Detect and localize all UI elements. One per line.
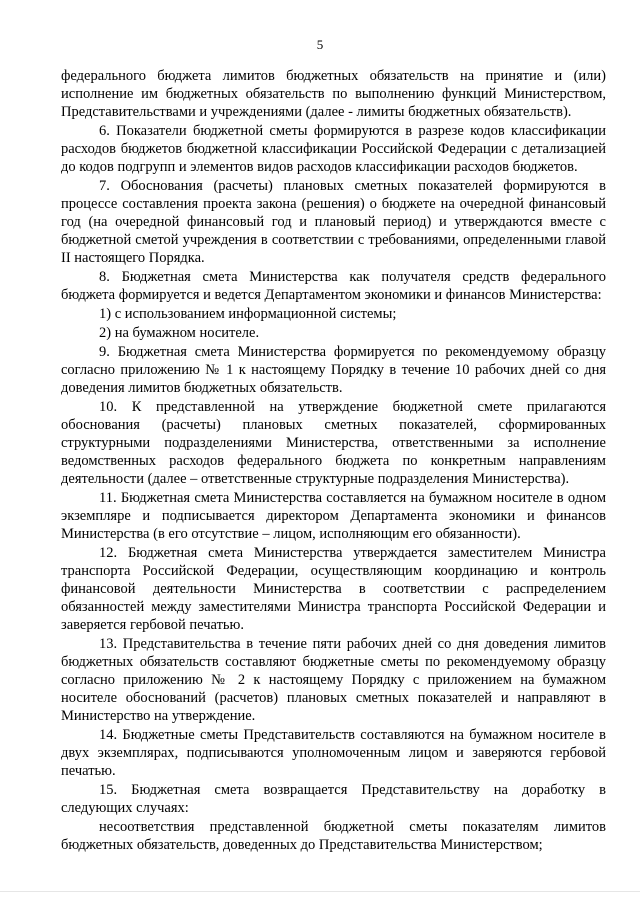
paragraph: 13. Представительства в течение пяти рабочих дней со дня доведения лимитов бюджетных обязательств составляют бюджетные сметы по рекомендуемому образцу согласно приложению № 2 к настоящему Порядку с приложением на бумажном носителе обоснований (расчетов) плановых сметных показателей и направляют в Министерство на утверждение. (61, 636, 606, 724)
list-item: 1) с использованием информационной системы; (99, 306, 397, 322)
page-bottom-edge (0, 891, 640, 892)
paragraph: 7. Обоснования (расчеты) плановых сметных показателей формируются в процессе составления проекта закона (решения) о бюджете на очередной финансовый год (на очередной финансовый год и плановый период) и утверждаются вместе с бюджетной сметой учреждения в соответствии с требованиями, определенными главой II настоящего Порядка. (61, 178, 606, 266)
paragraph: 9. Бюджетная смета Министерства формируется по рекомендуемому образцу согласно приложению № 1 к настоящему Порядку в течение 10 рабочих дней со дня доведения лимитов бюджетных обязательств. (61, 344, 606, 396)
list-item: 2) на бумажном носителе. (99, 325, 260, 341)
paragraph: 15. Бюджетная смета возвращается Представительству на доработку в следующих случаях: (61, 782, 606, 816)
paragraph: 10. К представленной на утверждение бюджетной смете прилагаются обоснования (расчеты) плановых сметных показателей, сформированных структурными подразделениями Министерства, ответственными за исполнение ведомственных расходов федерального бюджета по конкретным направлениям деятельности (далее – ответственные структурные подразделения Министерства). (61, 399, 606, 487)
paragraph: 14. Бюджетные сметы Представительств составляются на бумажном носителе в двух экземплярах, подписываются уполномоченным лицом и заверяются гербовой печатью. (61, 727, 606, 779)
paragraph: 11. Бюджетная смета Министерства составляется на бумажном носителе в одном экземпляре и подписывается директором Департамента экономики и финансов Министерства (в его отсутствие – лицом, исполняющим его обязанности). (61, 490, 606, 542)
paragraph: 8. Бюджетная смета Министерства как получателя средств федерального бюджета формируется и ведется Департаментом экономики и финансов Министерства: (61, 269, 606, 303)
document-body (61, 67, 606, 854)
paragraph: несоответствия представленной бюджетной сметы показателям лимитов бюджетных обязательств, доведенных до Представительства Министерством; (61, 819, 606, 853)
paragraph: 12. Бюджетная смета Министерства утверждается заместителем Министра транспорта Российской Федерации, осуществляющим координацию и контроль финансовой деятельности Министерства в соответствии с распределением обязанностей между заместителями Министра транспорта Российской Федерации и заверяется гербовой печатью. (61, 545, 606, 633)
paragraph: федерального бюджета лимитов бюджетных обязательств на принятие и (или) исполнение им бюджетных обязательств по выполнению функций Министерством, Представительствами и учреждениями (далее - лимиты бюджетных обязательств). (61, 68, 606, 120)
paragraph: 6. Показатели бюджетной сметы формируются в разрезе кодов классификации расходов бюджетов бюджетной классификации Российской Федерации с детализацией до кодов подгрупп и элементов видов расходов классификации расходов бюджетов. (61, 123, 606, 175)
page-number: 5 (316, 37, 324, 52)
